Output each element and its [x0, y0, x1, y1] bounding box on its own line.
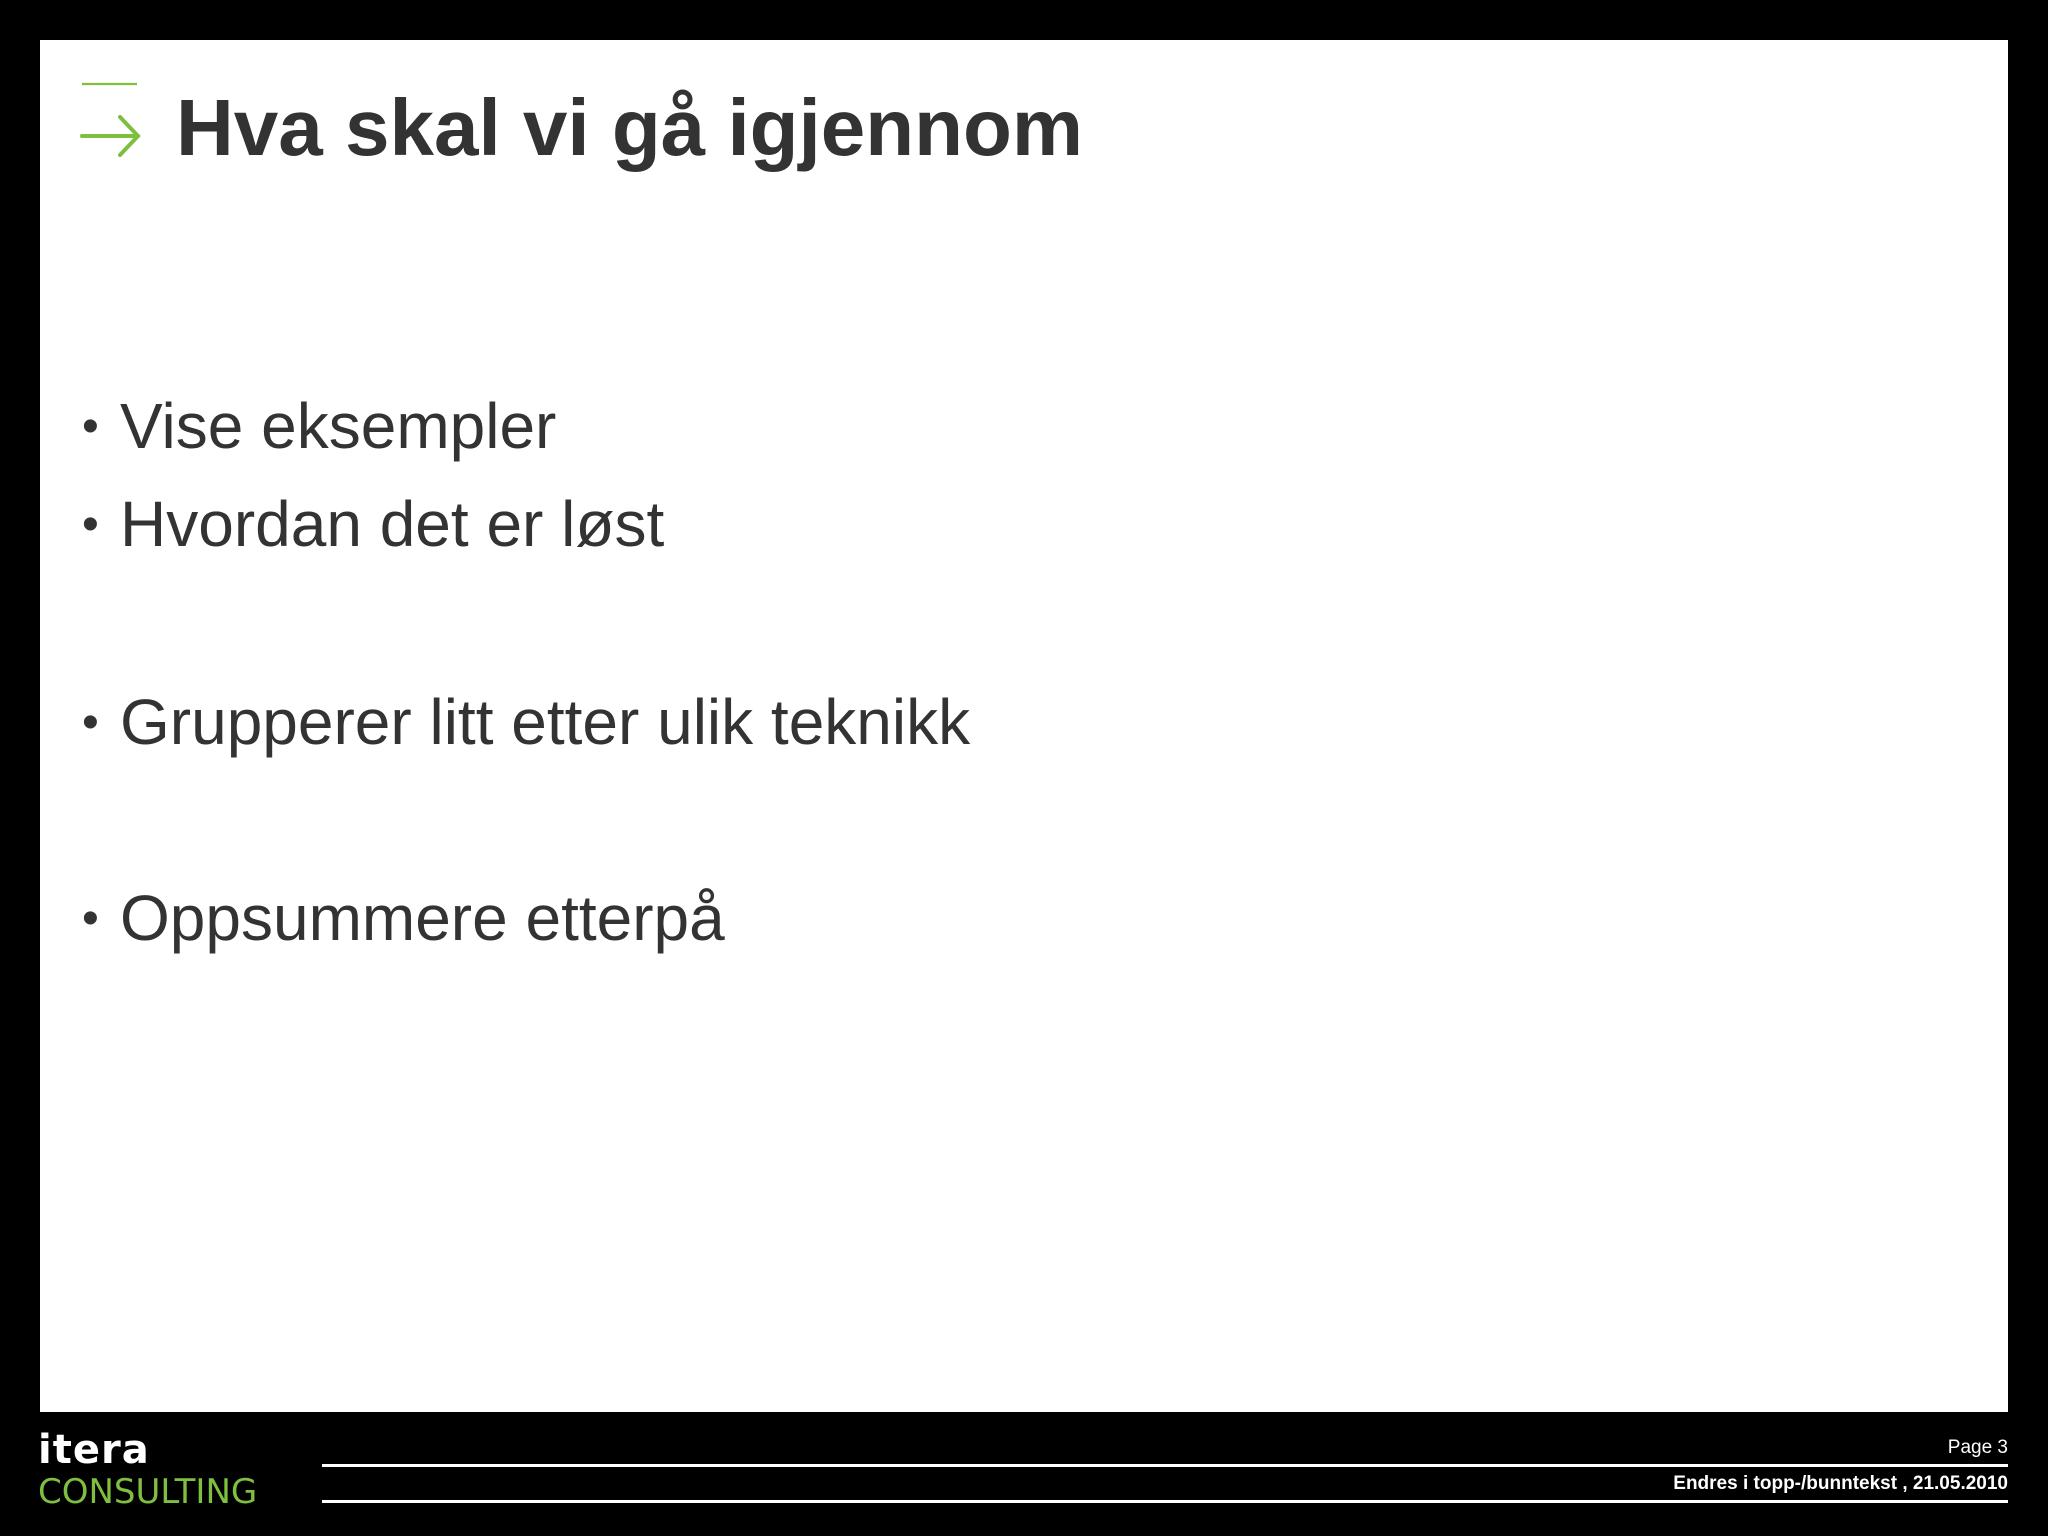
company-logo — [38, 1426, 278, 1522]
bullet-dot: • — [82, 696, 99, 749]
bullet-item — [82, 682, 970, 763]
bullet-dot: • — [82, 498, 99, 551]
logo-wordmark: itera — [38, 1427, 150, 1473]
bullet-dot: • — [82, 400, 99, 453]
bullet-item — [82, 386, 556, 467]
bullet-item — [82, 484, 664, 565]
bullet-dot: • — [82, 892, 99, 945]
footer-divider — [322, 1464, 2008, 1467]
bullet-text: Oppsummere etterpå — [120, 882, 725, 954]
footer-divider — [322, 1500, 2008, 1503]
bullet-item — [82, 878, 725, 959]
page-number: Page 3 — [1947, 1437, 2008, 1458]
logo-subtext: CONSULTING — [38, 1472, 258, 1512]
slide-title: Hva skal vi gå igjennom — [176, 83, 1083, 172]
bullet-text: Grupperer litt etter ulik teknikk — [120, 686, 971, 758]
footer-text: Endres i topp-/bunntekst , 21.05.2010 — [1673, 1473, 2008, 1494]
arrow-right-icon — [80, 78, 184, 182]
bullet-text: Hvordan det er løst — [120, 488, 665, 560]
bullet-text: Vise eksempler — [120, 390, 557, 462]
